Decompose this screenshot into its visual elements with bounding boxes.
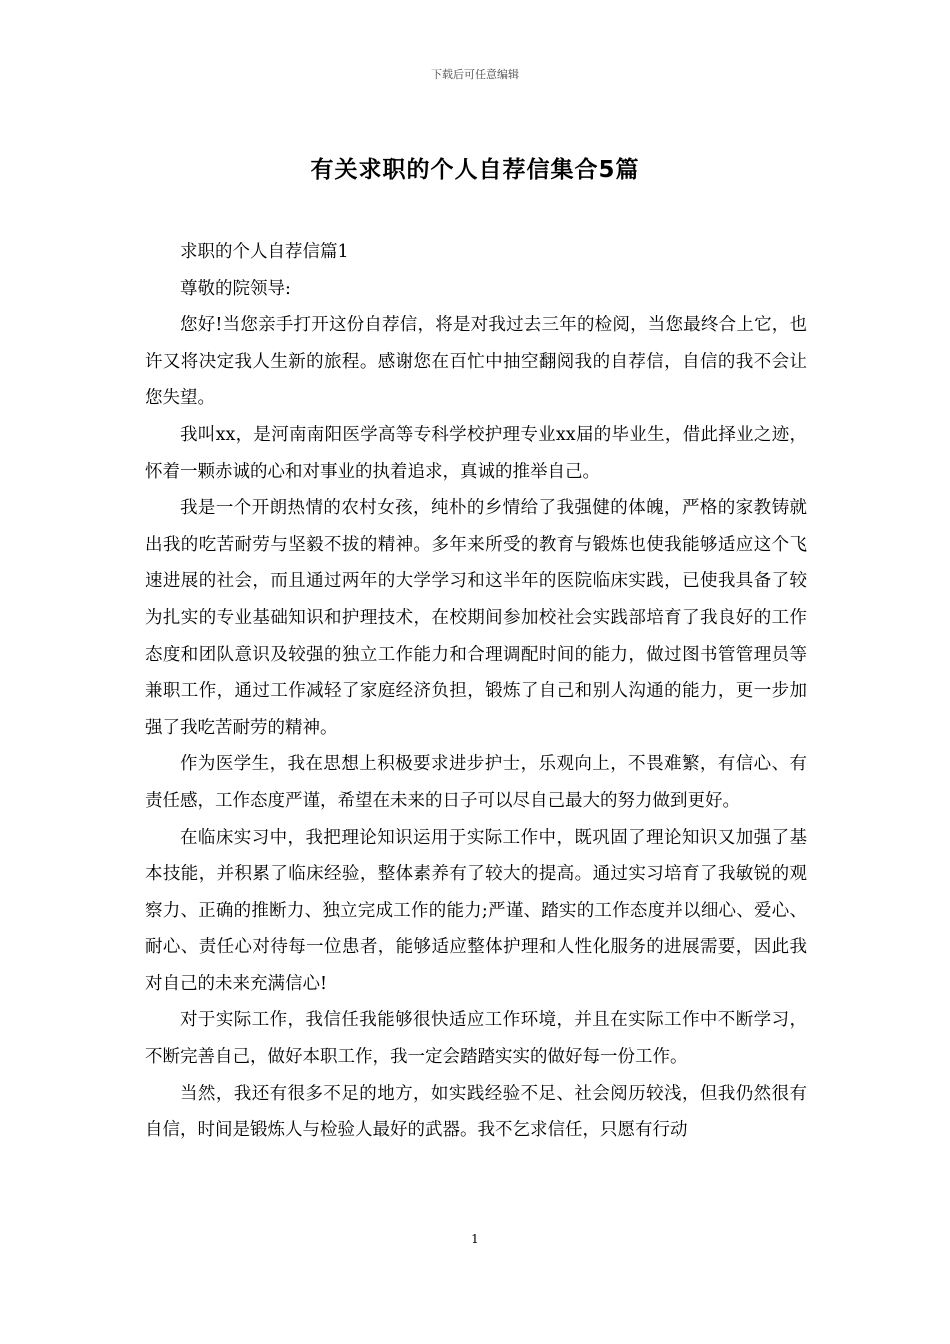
body-paragraph: 您好!当您亲手打开这份自荐信，将是对我过去三年的检阅，当您最终合上它，也许又将决定我人生新的旅程。感谢您在百忙中抽空翻阅我的自荐信，自信的我不会让您失望。 bbox=[145, 315, 807, 409]
document-title: 有关求职的个人自荐信集合5篇 bbox=[310, 157, 640, 183]
body-paragraph: 作为医学生，我在思想上积极要求进步护士，乐观向上，不畏难繁，有信心、有责任感，工作态度严谨，希望在未来的日子可以尽自己最大的努力做到更好。 bbox=[145, 754, 807, 811]
document-body bbox=[145, 234, 807, 1149]
section-heading: 求职的个人自荐信篇1 bbox=[180, 242, 349, 262]
salutation: 尊敬的院领导: bbox=[180, 278, 291, 299]
body-paragraph: 我是一个开朗热情的农村女孩，纯朴的乡情给了我强健的体魄，严格的家教铸就出我的吃苦耐劳与坚毅不拔的精神。多年来所受的教育与锻炼也使我能够适应这个飞速进展的社会，而且通过两年的大学学习和这半年的医院临床实践，已使我具备了较为扎实的专业基础知识和护理技术，在校期间参加校社会实践部培育了我良好的工作态度和团队意识及较强的独立工作能力和合理调配时间的能力，做过图书管管理员等兼职工作，通过工作减轻了家庭经济负担，锻炼了自己和别人沟通的能力，更一步加强了我吃苦耐劳的精神。 bbox=[145, 498, 807, 738]
body-paragraph: 对于实际工作，我信任我能够很快适应工作环境，并且在实际工作中不断学习，不断完善自己，做好本职工作，我一定会踏踏实实的做好每一份工作。 bbox=[145, 1010, 807, 1068]
body-paragraph: 我叫xx，是河南南阳医学高等专科学校护理专业xx届的毕业生，借此择业之迹，怀着一颗赤诚的心和对事业的执着追求，真诚的推举自己。 bbox=[145, 424, 807, 482]
page-header-note: 下载后可任意编辑 bbox=[431, 68, 519, 81]
body-paragraph: 当然，我还有很多不足的地方，如实践经验不足、社会阅历较浅，但我仍然很有自信，时间是锻炼人与检验人最好的武器。我不乞求信任，只愿有行动 bbox=[145, 1083, 807, 1141]
page-number: 1 bbox=[471, 1232, 479, 1246]
body-paragraph: 在临床实习中，我把理论知识运用于实际工作中，既巩固了理论知识又加强了基本技能，并积累了临床经验，整体素养有了较大的提高。通过实习培育了我敏锐的观察力、正确的推断力、独立完成工作的能力;严谨、踏实的工作态度并以细心、爱心、耐心、责任心对待每一位患者，能够适应整体护理和人性化服务的进展需要，因此我对自己的未来充满信心! bbox=[145, 827, 807, 994]
